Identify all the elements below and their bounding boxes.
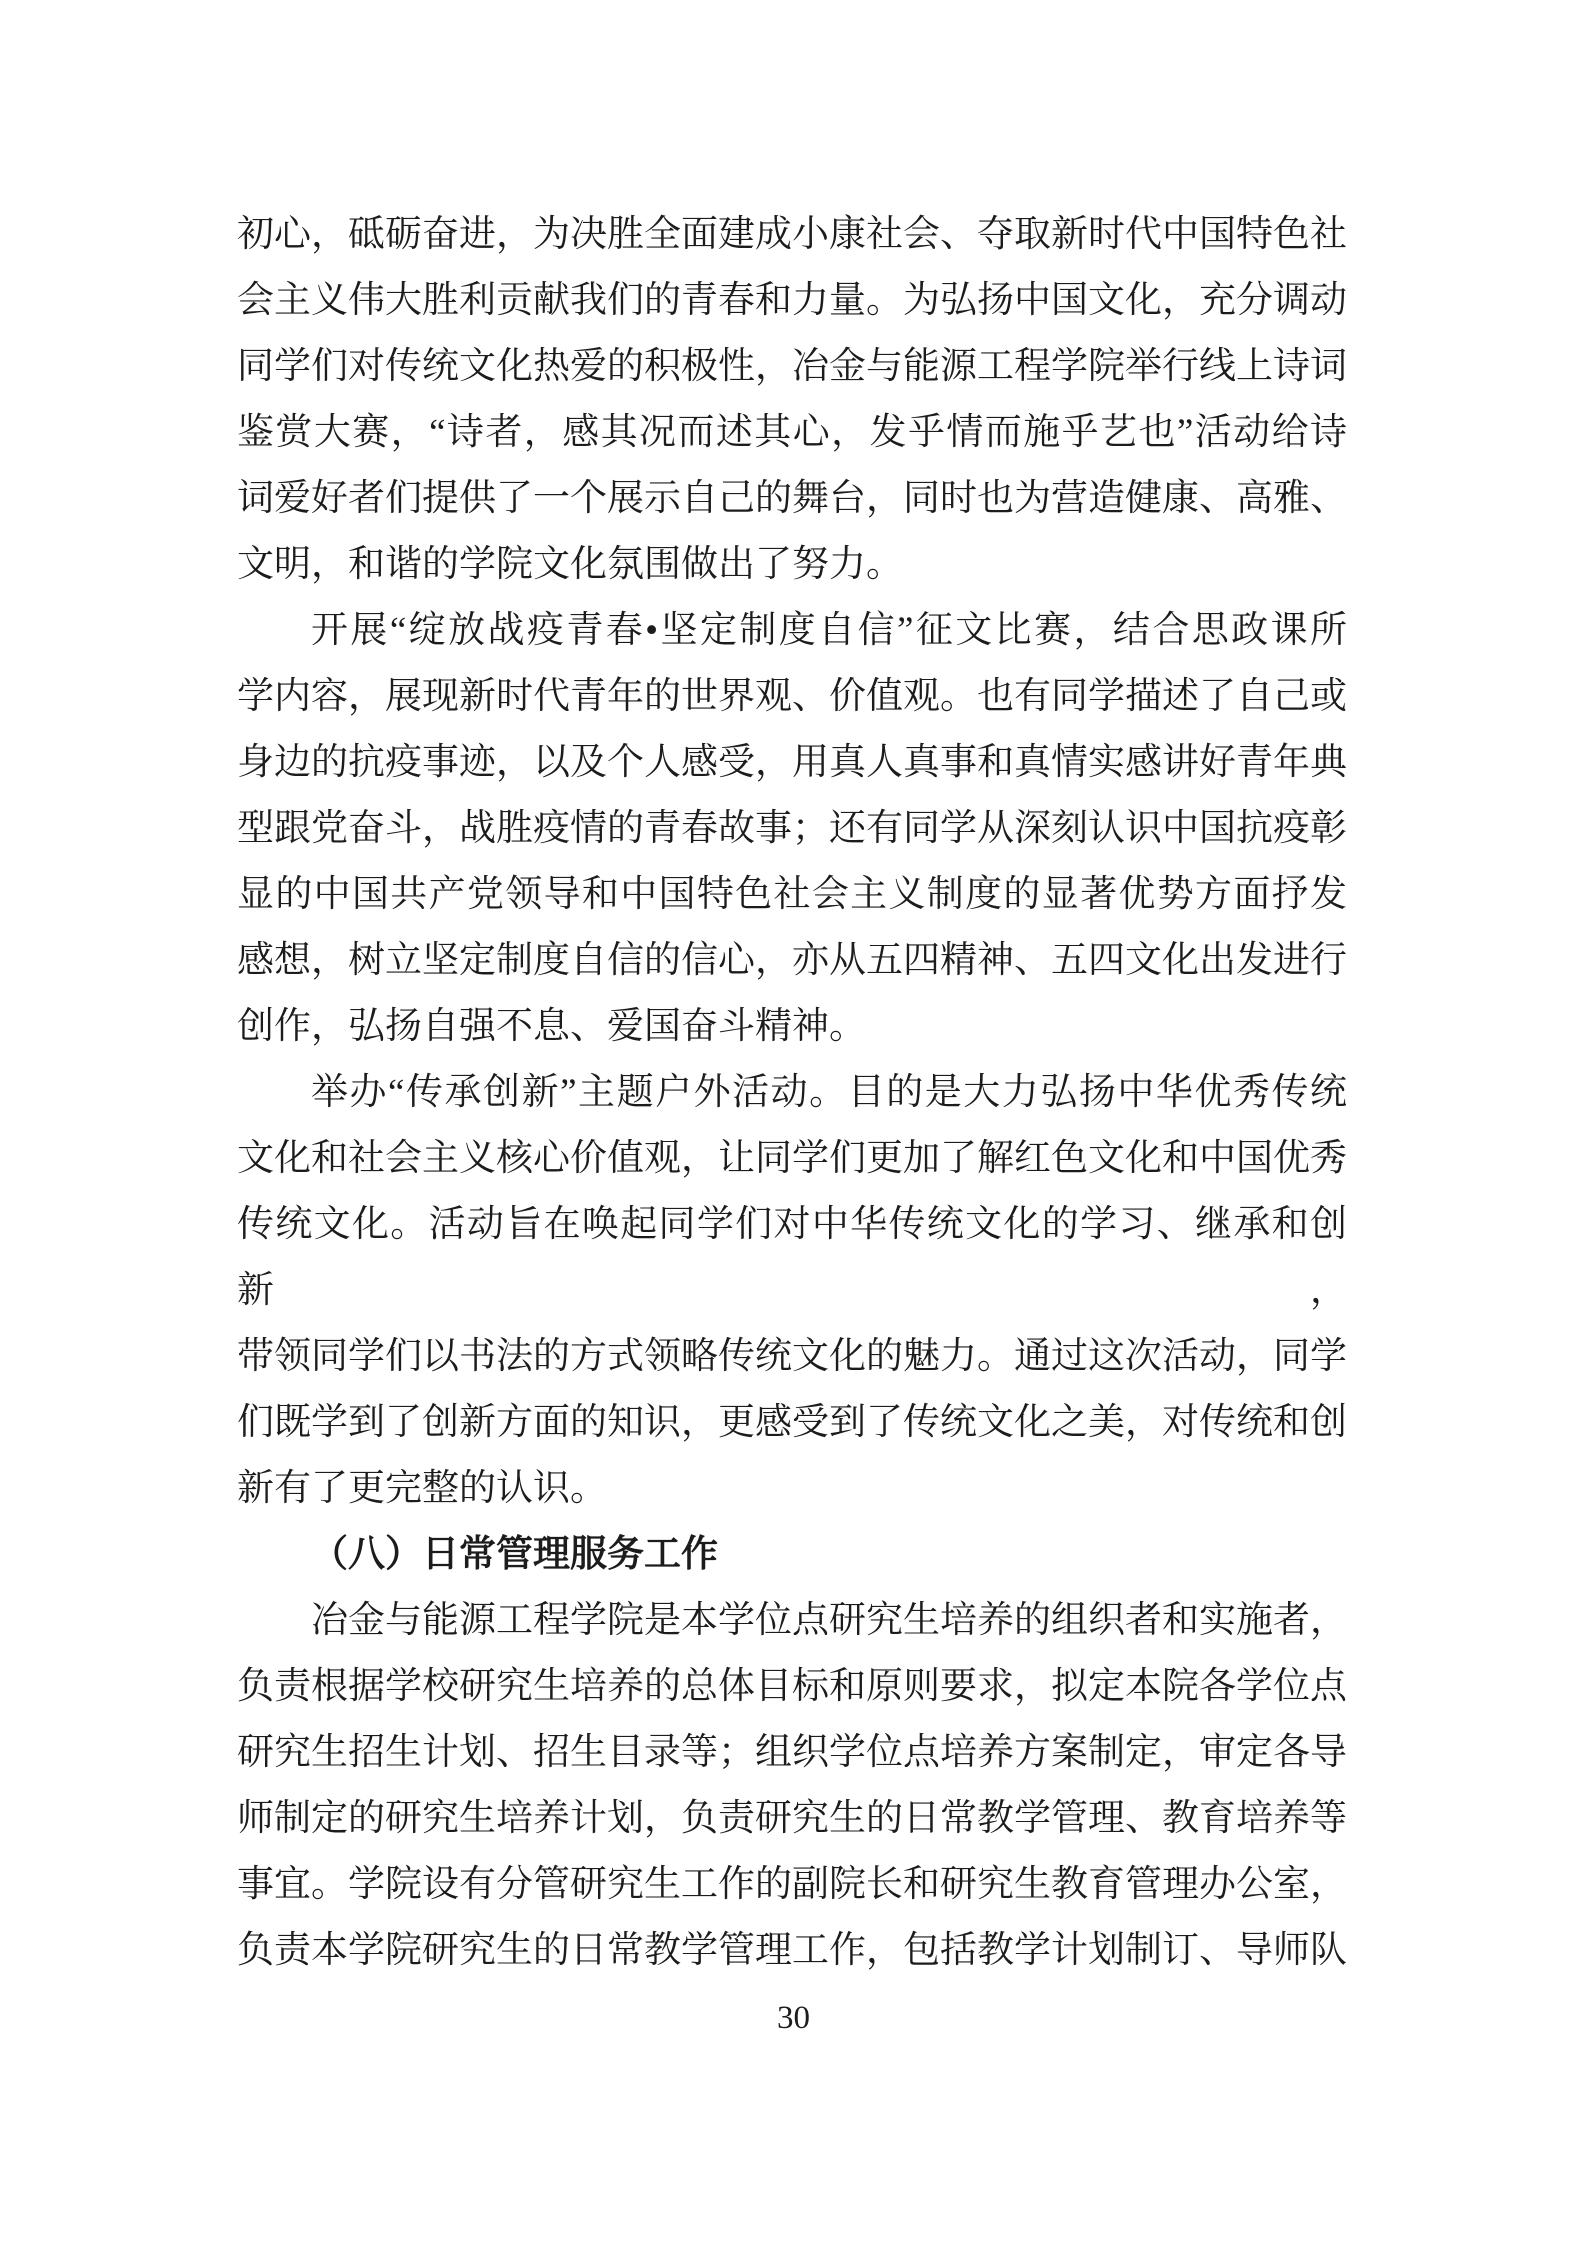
paragraph [237, 1060, 1347, 1522]
text-line: 创作，弘扬自强不息、爱国奋斗精神。 [237, 1006, 866, 1047]
text-line: 学内容，展现新时代青年的世界观、价值观。也有同学描述了自己或 [237, 676, 1347, 717]
section-heading [237, 1522, 1347, 1588]
text-line: 同学们对传统文化热爱的积极性，冶金与能源工程学院举行线上诗词 [237, 346, 1347, 387]
text-line: 冶金与能源工程学院是本学位点研究生培养的组织者和实施者， [311, 1600, 1347, 1641]
text-line: 带领同学们以书法的方式领略传统文化的魅力。通过这次活动，同学 [237, 1336, 1347, 1377]
text-line: 负责根据学校研究生培养的总体目标和原则要求，拟定本院各学位点 [237, 1666, 1347, 1707]
text-line: 开展“绽放战疫青春•坚定制度自信”征文比赛，结合思政课所 [311, 610, 1347, 651]
text-line: 显的中国共产党领导和中国特色社会主义制度的显著优势方面抒发 [237, 874, 1347, 915]
text-line: 研究生招生计划、招生目录等；组织学位点培养方案制定，审定各导 [237, 1732, 1347, 1773]
text-line: 文明，和谐的学院文化氛围做出了努力。 [237, 544, 903, 585]
text-line: 感想，树立坚定制度自信的信心，亦从五四精神、五四文化出发进行 [237, 940, 1347, 981]
text-line: 身边的抗疫事迹，以及个人感受，用真人真事和真情实感讲好青年典 [237, 742, 1347, 783]
text-line: 负责本学院研究生的日常教学管理工作，包括教学计划制订、导师队 [237, 1930, 1347, 1971]
text-line: 词爱好者们提供了一个展示自己的舞台，同时也为营造健康、高雅、 [237, 478, 1347, 519]
text-line: 鉴赏大赛，“诗者，感其况而述其心，发乎情而施乎艺也”活动给诗 [237, 412, 1347, 453]
text-block [237, 202, 1347, 1984]
text-line: 新有了更完整的认识。 [237, 1468, 607, 1509]
section-heading-text: （八）日常管理服务工作 [311, 1534, 718, 1575]
paragraph [237, 202, 1347, 598]
text-line: 会主义伟大胜利贡献我们的青春和力量。为弘扬中国文化，充分调动 [237, 280, 1347, 321]
paragraph [237, 1588, 1347, 1984]
text-line: 文化和社会主义核心价值观，让同学们更加了解红色文化和中国优秀 [237, 1138, 1347, 1179]
text-line: 们既学到了创新方面的知识，更感受到了传统文化之美，对传统和创 [237, 1402, 1347, 1443]
text-line: 举办“传承创新”主题户外活动。目的是大力弘扬中华优秀传统 [311, 1072, 1347, 1113]
page-number: 30 [777, 2000, 810, 2036]
text-line: 事宜。学院设有分管研究生工作的副院长和研究生教育管理办公室， [237, 1864, 1347, 1905]
paragraph [237, 598, 1347, 1060]
text-line: 传统文化。活动旨在唤起同学们对中华传统文化的学习、继承和创新， [237, 1204, 1347, 1311]
text-line: 师制定的研究生培养计划，负责研究生的日常教学管理、教育培养等 [237, 1798, 1347, 1839]
text-line: 初心，砥砺奋进，为决胜全面建成小康社会、夺取新时代中国特色社 [237, 214, 1347, 255]
text-line: 型跟党奋斗，战胜疫情的青春故事；还有同学从深刻认识中国抗疫彰 [237, 808, 1347, 849]
